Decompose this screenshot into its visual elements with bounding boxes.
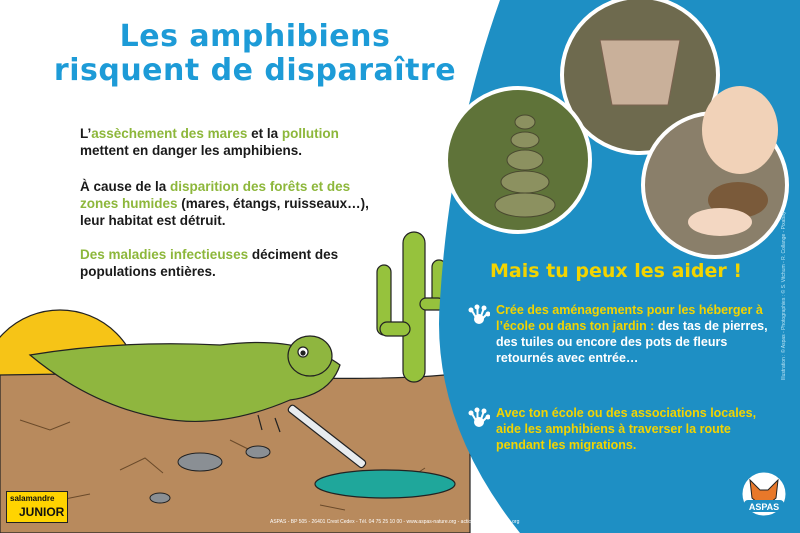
logo-text: salamandre — [10, 494, 55, 503]
text: mettent en danger les amphibiens. — [80, 143, 303, 158]
logo-text: JUNIOR — [19, 505, 65, 519]
footer-contact: ASPAS - BP 505 - 26401 Crest Cedex - Tél. 04 75 25 10 00 - www.aspas-nature.org - actions@aspas-nature.org — [270, 519, 520, 525]
aspas-logo — [740, 470, 788, 518]
advice-bullet-1 — [468, 302, 778, 366]
cactus-icon — [377, 232, 446, 382]
flowerpot-icon — [600, 40, 680, 105]
title-line-1: Les amphibiens — [119, 19, 391, 54]
highlight-text: pollution — [281, 126, 339, 141]
title-line-2: risquent de disparaître — [53, 53, 457, 88]
highlight-text: Avec ton école ou des associations locales, aide les amphibiens à traverser la route pendant les migrations. — [496, 406, 757, 452]
child-face — [702, 86, 778, 174]
text: et la — [247, 126, 282, 141]
highlight-text: Crée des aménagements pour les héberger à l’école ou dans ton jardin : — [496, 303, 763, 333]
photo-credit: Illustration : © Aspas - Photographies : © S. Vitchum - R. Collange - Pixabay — [781, 211, 787, 380]
highlight-text: Des maladies infectieuses — [80, 247, 249, 262]
frog-hand-icon — [468, 407, 490, 429]
text: À cause de la — [80, 179, 171, 194]
salamandre-junior-logo — [6, 491, 68, 523]
text: L’ — [80, 126, 92, 141]
child-hands — [688, 208, 752, 236]
text: déciment des populations entières. — [80, 247, 339, 279]
frog-hand-icon — [468, 304, 490, 326]
text: des tas de pierres, des tuiles ou encore des pots de fleurs retournés avec entrée… — [496, 319, 768, 365]
advice-heading: Mais tu peux les aider ! — [490, 260, 743, 282]
logo-text: ASPAS — [748, 502, 780, 512]
highlight-text: disparition des forêts et des zones humides — [80, 179, 351, 211]
page-title — [40, 20, 470, 88]
stone — [246, 446, 270, 458]
intro-paragraph-2 — [80, 178, 380, 229]
highlight-text: assèchement des mares — [91, 126, 248, 141]
puddle — [315, 470, 455, 498]
intro-paragraph-1 — [80, 125, 380, 159]
text: (mares, étangs, ruisseaux…), leur habitat est détruit. — [80, 196, 369, 228]
advice-bullet-2 — [468, 405, 778, 453]
intro-paragraph-3 — [80, 246, 380, 280]
stone — [178, 453, 222, 471]
stone — [150, 493, 170, 503]
